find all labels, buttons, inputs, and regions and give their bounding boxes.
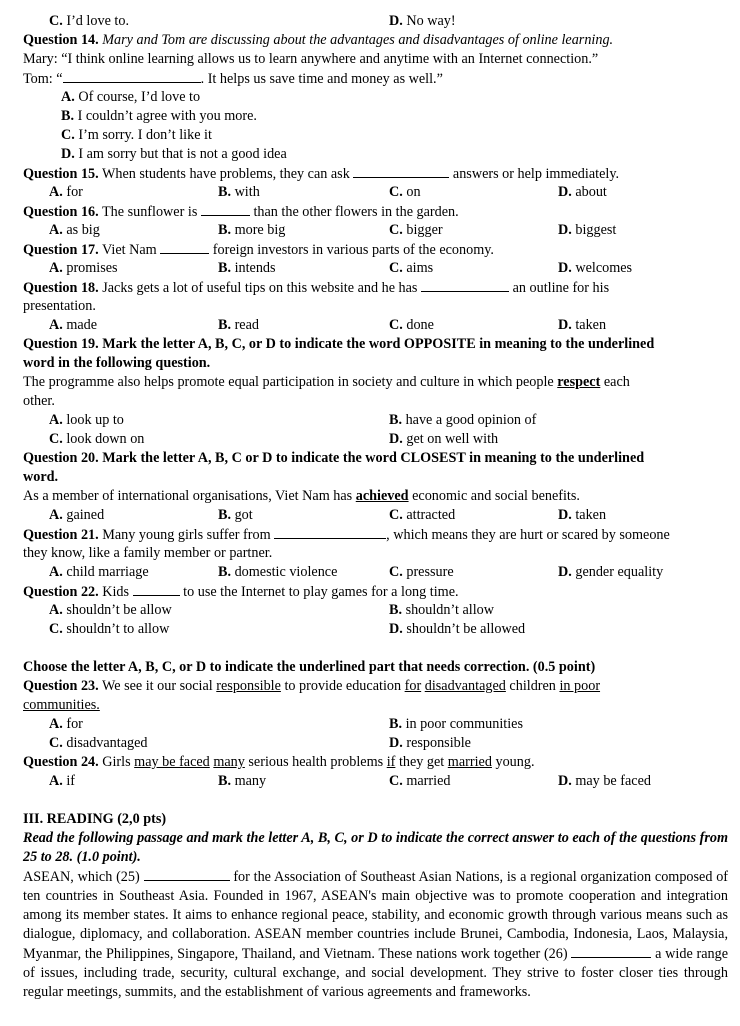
question-number: Question 24. xyxy=(23,754,99,770)
question-number: Question 17. xyxy=(23,242,99,258)
option-letter: C. xyxy=(49,431,63,447)
option-a: for xyxy=(66,716,83,732)
option-letter: A. xyxy=(49,773,63,789)
option-b: many xyxy=(234,773,267,789)
option-letter: B. xyxy=(218,507,232,523)
option-letter: D. xyxy=(558,184,572,200)
option-a: for xyxy=(66,184,83,200)
option-letter: C. xyxy=(389,564,403,580)
sentence-text: they get xyxy=(398,754,445,770)
options-row xyxy=(23,563,728,582)
underlined-part: may be faced xyxy=(134,754,210,770)
question-number: Question 16. xyxy=(23,204,99,220)
question-text: than the other flowers in the garden. xyxy=(253,204,459,220)
option-a: child marriage xyxy=(66,564,149,580)
option-a: made xyxy=(66,317,98,333)
underlined-part: married xyxy=(447,754,492,770)
option-letter: C. xyxy=(389,773,403,789)
answer-blank xyxy=(201,202,250,216)
answer-blank xyxy=(353,164,449,178)
option-letter: D. xyxy=(389,431,403,447)
question-text: Many young girls suffer from xyxy=(102,527,271,543)
option-b: shouldn’t allow xyxy=(405,602,494,618)
option-letter: D. xyxy=(389,621,403,637)
question-instruction: word. xyxy=(23,469,59,485)
options-row xyxy=(23,259,728,278)
spacer xyxy=(23,639,728,658)
option-letter: B. xyxy=(61,108,75,124)
question-sentence xyxy=(23,487,728,506)
passage-text: a wide range of issues, including trade, security, cultural exchange, and social development. They strive to foster closer ties through regular meetings, summits, and the establishment of various agreements and frameworks. xyxy=(23,946,729,1000)
option-text: I’m sorry. I don’t like it xyxy=(78,127,212,143)
sentence-text: to provide education xyxy=(284,678,402,694)
option-letter: B. xyxy=(389,602,403,618)
question-text: an outline for his xyxy=(512,280,610,296)
question-number: Question 21. xyxy=(23,527,99,543)
option-letter: B. xyxy=(218,184,232,200)
option-c: look down on xyxy=(66,431,145,447)
question-23 xyxy=(23,677,728,696)
option-letter: C. xyxy=(49,735,63,751)
option-letter: B. xyxy=(218,260,232,276)
option-letter: D. xyxy=(389,735,403,751)
sentence-text: The programme also helps promote equal participation in society and culture in which people xyxy=(23,374,554,390)
option-c: done xyxy=(406,317,434,333)
option-letter: C. xyxy=(389,507,403,523)
underlined-part: disadvantaged xyxy=(424,678,506,694)
question-instruction: word in the following question. xyxy=(23,355,211,371)
option-letter: C. xyxy=(389,317,403,333)
question-text: answers or help immediately. xyxy=(452,166,620,182)
question-number: Question 22. xyxy=(23,584,99,600)
question-instruction-cont xyxy=(23,468,728,487)
passage-text: ASEAN, which (25) xyxy=(23,869,140,885)
option-letter: B. xyxy=(389,412,403,428)
options-row xyxy=(23,734,728,753)
options-row xyxy=(23,411,728,430)
underlined-part: if xyxy=(386,754,396,770)
option-d: shouldn’t be allowed xyxy=(406,621,526,637)
answer-blank xyxy=(274,525,386,539)
option-letter: A. xyxy=(49,507,63,523)
question-number: Question 15. xyxy=(23,166,99,182)
underlined-part: in poor xyxy=(559,678,601,694)
option-text: Of course, I’d love to xyxy=(78,89,201,105)
question-text: foreign investors in various parts of the economy. xyxy=(212,242,494,258)
dialogue-tom xyxy=(23,69,728,88)
option-letter: C. xyxy=(61,127,75,143)
option-c: I’d love to. xyxy=(66,13,129,29)
option-d: responsible xyxy=(406,735,471,751)
option-letter: A. xyxy=(49,317,63,333)
option-letter: B. xyxy=(218,773,232,789)
answer-blank-26 xyxy=(571,944,651,958)
option-c xyxy=(23,126,728,145)
options-row xyxy=(23,221,728,240)
options-row xyxy=(23,183,728,202)
question-18 xyxy=(23,278,728,297)
sentence-text-cont: other. xyxy=(23,393,55,409)
option-letter: C. xyxy=(49,13,63,29)
sentence-text: We see it our social xyxy=(101,678,213,694)
sentence-text: children xyxy=(509,678,556,694)
underlined-part: for xyxy=(404,678,422,694)
option-c: disadvantaged xyxy=(66,735,148,751)
option-letter: C. xyxy=(389,260,403,276)
dialogue-mary: Mary: “I think online learning allows us to learn anywhere and anytime with an Internet connection.” xyxy=(23,51,599,67)
option-letter: D. xyxy=(61,146,75,162)
option-letter: A. xyxy=(61,89,75,105)
option-b: domestic violence xyxy=(234,564,338,580)
option-letter: D. xyxy=(558,260,572,276)
underlined-word: achieved xyxy=(355,488,409,504)
option-letter: A. xyxy=(49,602,63,618)
question-text: When students have problems, they can ask xyxy=(101,166,350,182)
option-letter: B. xyxy=(389,716,403,732)
option-d: No way! xyxy=(406,13,456,29)
question-instruction: Mark the letter A, B, C, or D to indicate the word OPPOSITE in meaning to the underlined xyxy=(102,336,655,352)
option-d: taken xyxy=(575,317,607,333)
answer-blank xyxy=(63,69,201,83)
option-a: if xyxy=(66,773,76,789)
option-b xyxy=(23,107,728,126)
question-16 xyxy=(23,202,728,221)
option-letter: C. xyxy=(389,222,403,238)
underlined-part: responsible xyxy=(216,678,281,694)
option-d xyxy=(23,145,728,164)
sentence-text: economic and social benefits. xyxy=(412,488,580,504)
option-b: have a good opinion of xyxy=(405,412,537,428)
option-b: with xyxy=(234,184,260,200)
option-c: shouldn’t to allow xyxy=(66,621,170,637)
option-b: read xyxy=(234,317,259,333)
option-c: married xyxy=(406,773,451,789)
options-row xyxy=(23,316,728,335)
question-22 xyxy=(23,582,728,601)
option-d: welcomes xyxy=(575,260,633,276)
answer-blank xyxy=(133,582,180,596)
sentence-text: each xyxy=(603,374,630,390)
question-20 xyxy=(23,449,728,468)
option-c: pressure xyxy=(406,564,454,580)
option-text: I couldn’t agree with you more. xyxy=(77,108,257,124)
option-letter: B. xyxy=(218,564,232,580)
question-sentence xyxy=(23,373,728,392)
option-letter: A. xyxy=(49,260,63,276)
options-row xyxy=(23,430,728,449)
option-letter: C. xyxy=(49,621,63,637)
option-d: biggest xyxy=(575,222,617,238)
section-title: III. READING (2,0 pts) xyxy=(23,811,167,827)
sentence-text: young. xyxy=(495,754,535,770)
option-a: shouldn’t be allow xyxy=(66,602,172,618)
options-row xyxy=(23,506,728,525)
option-c: aims xyxy=(406,260,434,276)
option-letter: A. xyxy=(49,716,63,732)
option-letter: A. xyxy=(49,564,63,580)
question-instruction: Mark the letter A, B, C or D to indicate the word CLOSEST in meaning to the underlined xyxy=(102,450,645,466)
question-text: The sunflower is xyxy=(101,204,198,220)
spacer xyxy=(23,791,728,810)
reading-passage xyxy=(23,867,728,1002)
option-letter: D. xyxy=(558,564,572,580)
question-number: Question 20. xyxy=(23,450,99,466)
option-letter: C. xyxy=(389,184,403,200)
question-text: to use the Internet to play games for a long time. xyxy=(183,584,459,600)
sentence-text: As a member of international organisations, Viet Nam has xyxy=(23,488,353,504)
option-letter: D. xyxy=(558,507,572,523)
underlined-word: respect xyxy=(557,374,601,390)
question-text: Jacks gets a lot of useful tips on this website and he has xyxy=(102,280,418,296)
options-row xyxy=(23,620,728,639)
option-c: attracted xyxy=(406,507,456,523)
reading-instruction xyxy=(23,829,728,867)
option-a xyxy=(23,88,728,107)
question-17 xyxy=(23,240,728,259)
question-number: Question 18. xyxy=(23,280,99,296)
reading-heading xyxy=(23,810,728,829)
sentence-text: Girls xyxy=(102,754,131,770)
underlined-part: communities. xyxy=(23,697,100,713)
option-letter: D. xyxy=(389,13,403,29)
options-row xyxy=(23,715,728,734)
question-text: Kids xyxy=(102,584,130,600)
section-instruction: Read the following passage and mark the letter A, B, C, or D to indicate the correct answer to each of the questions from 25 to 28. (1.0 point). xyxy=(23,830,728,865)
options-row xyxy=(23,772,728,791)
option-d: gender equality xyxy=(575,564,664,580)
question-instruction-cont xyxy=(23,354,728,373)
option-d: get on well with xyxy=(406,431,499,447)
option-d: taken xyxy=(575,507,607,523)
option-letter: D. xyxy=(558,222,572,238)
option-a: gained xyxy=(66,507,105,523)
option-b: intends xyxy=(234,260,276,276)
exam-page xyxy=(23,12,728,1002)
option-b: got xyxy=(234,507,253,523)
option-d: may be faced xyxy=(575,773,651,789)
question-text: Viet Nam xyxy=(101,242,157,258)
underlined-part: many xyxy=(213,754,245,770)
section-instruction: Choose the letter A, B, C, or D to indicate the underlined part that needs correction. (0.5 point) xyxy=(23,659,596,675)
option-a: promises xyxy=(66,260,118,276)
option-letter: A. xyxy=(49,184,63,200)
option-letter: A. xyxy=(49,222,63,238)
option-c: on xyxy=(406,184,421,200)
option-b: in poor communities xyxy=(405,716,523,732)
question-text-cont xyxy=(23,696,728,715)
dialogue-tom-start: Tom: “ xyxy=(23,71,63,87)
question-19 xyxy=(23,335,728,354)
sentence-text: serious health problems xyxy=(248,754,384,770)
option-letter: B. xyxy=(218,222,232,238)
question-15 xyxy=(23,164,728,183)
question-text-cont: presentation. xyxy=(23,298,96,314)
question-number: Question 14. xyxy=(23,32,99,48)
option-letter: A. xyxy=(49,412,63,428)
option-b: more big xyxy=(234,222,286,238)
question-21 xyxy=(23,525,728,544)
answer-blank xyxy=(421,278,509,292)
option-text: I am sorry but that is not a good idea xyxy=(78,146,287,162)
question-number: Question 23. xyxy=(23,678,99,694)
top-options-row xyxy=(23,12,728,31)
option-letter: B. xyxy=(218,317,232,333)
options-row xyxy=(23,601,728,620)
question-24 xyxy=(23,753,728,772)
section-heading xyxy=(23,658,728,677)
question-text-cont: they know, like a family member or partner. xyxy=(23,545,273,561)
option-d: about xyxy=(575,184,607,200)
answer-blank-25 xyxy=(144,867,230,881)
question-text: , which means they are hurt or scared by someone xyxy=(386,527,670,543)
question-14 xyxy=(23,31,728,50)
option-a: as big xyxy=(66,222,100,238)
option-letter: D. xyxy=(558,773,572,789)
passage-text: for the Association of Southeast Asian Nations, is a regional organization composed of ten countries in Southeast Asia. Founded in 1967, ASEAN's main objective was to promote cooperation and integration among its member states. It aims to enhance regional peace, stability, and economic growth through various means such as dialogue, diplomacy, and collaboration. ASEAN member countries include Brunei, Cambodia, Indonesia, Laos, Malaysia, Myanmar, the Philippines, Singapore, Thailand, and Vietnam. These nations work together (26) xyxy=(23,869,729,962)
dialogue-tom-end: . It helps us save time and money as well.” xyxy=(200,71,443,87)
answer-blank xyxy=(160,240,209,254)
option-a: look up to xyxy=(66,412,124,428)
option-letter: D. xyxy=(558,317,572,333)
option-c: bigger xyxy=(406,222,443,238)
question-number: Question 19. xyxy=(23,336,99,352)
question-prompt: Mary and Tom are discussing about the advantages and disadvantages of online learning. xyxy=(102,32,614,48)
